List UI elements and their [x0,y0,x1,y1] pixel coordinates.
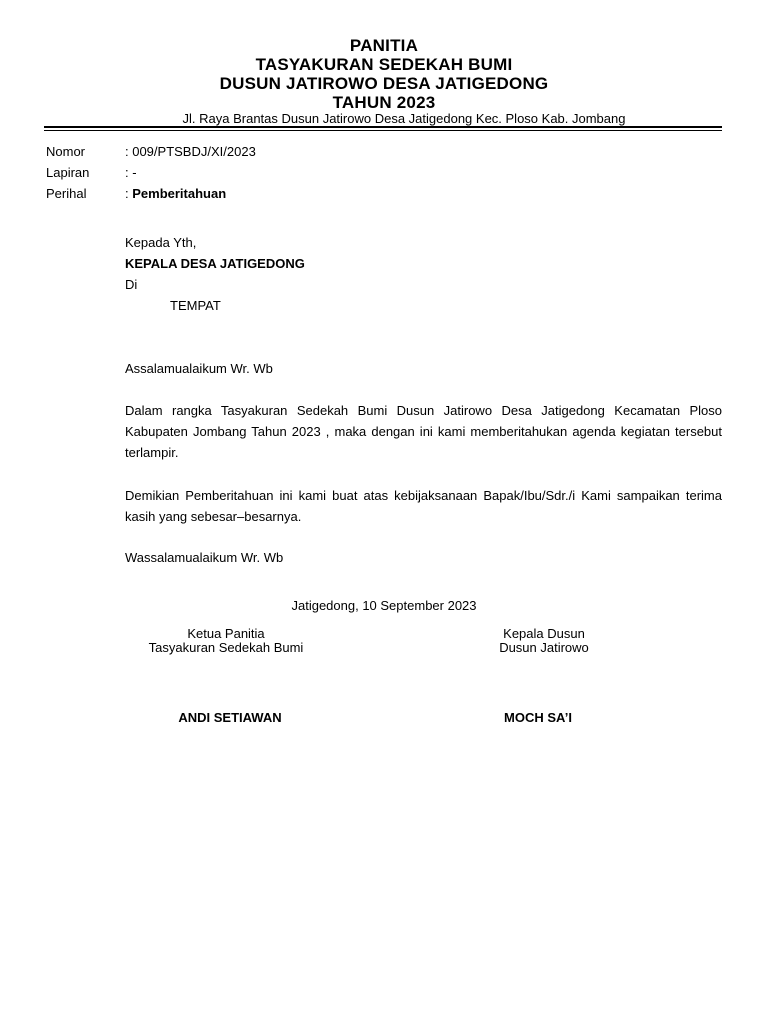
header-divider-thin [44,130,722,131]
recipient-name: KEPALA DESA JATIGEDONG [125,256,305,271]
recipient-greeting: Kepada Yth, [125,235,197,250]
header-event: TASYAKURAN SEDEKAH BUMI [255,55,513,74]
meta-row-nomor [46,144,546,160]
signature-left-name: ANDI SETIAWAN [178,710,282,725]
letter-date: Jatigedong, 10 September 2023 [291,598,477,613]
header-divider-thick [44,126,722,128]
signature-right-title1: Kepala Dusun [503,626,585,641]
signature-left-title1: Ketua Panitia [187,626,265,641]
meta-value: : 009/PTSBDJ/XI/2023 [125,144,256,159]
meta-row-lampiran [46,165,546,181]
header-committee: PANITIA [349,36,419,55]
meta-value-prefix: : [125,186,133,201]
recipient-place: TEMPAT [170,298,221,313]
body-paragraph-1: Dalam rangka Tasyakuran Sedekah Bumi Dusun Jatirowo Desa Jatigedong Kecamatan Ploso Kabupaten Jombang Tahun 2023 , maka dengan ini kami memberitahukan agenda kegiatan tersebut terlampir. [125,403,722,460]
meta-value-subject [125,186,226,202]
header-address: Jl. Raya Brantas Dusun Jatirowo Desa Jatigedong Kec. Ploso Kab. Jombang [182,111,626,126]
meta-row-perihal [46,186,546,202]
opening-salutation: Assalamualaikum Wr. Wb [125,361,273,376]
recipient-di: Di [125,277,138,292]
signature-left-title2: Tasyakuran Sedekah Bumi [148,640,304,655]
meta-value: : - [125,165,137,180]
header-location: DUSUN JATIROWO DESA JATIGEDONG [219,74,549,93]
body-paragraph-2: Demikian Pemberitahuan ini kami buat atas kebijaksanaan Bapak/Ibu/Sdr./i Kami sampaikan terima kasih yang sebesar–besarnya. [125,488,722,524]
signature-right-title [424,627,664,655]
signature-right-title2: Dusun Jatirowo [499,640,589,655]
subject-text: Pemberitahuan [132,186,227,201]
closing-salutation: Wassalamualaikum Wr. Wb [125,550,284,565]
signature-left-title [106,627,346,655]
meta-label: Perihal [46,186,87,201]
meta-label: Lapiran [46,165,90,180]
meta-label: Nomor [46,144,86,159]
header-year: TAHUN 2023 [332,93,436,112]
signature-right-name: MOCH SA’I [504,710,572,725]
